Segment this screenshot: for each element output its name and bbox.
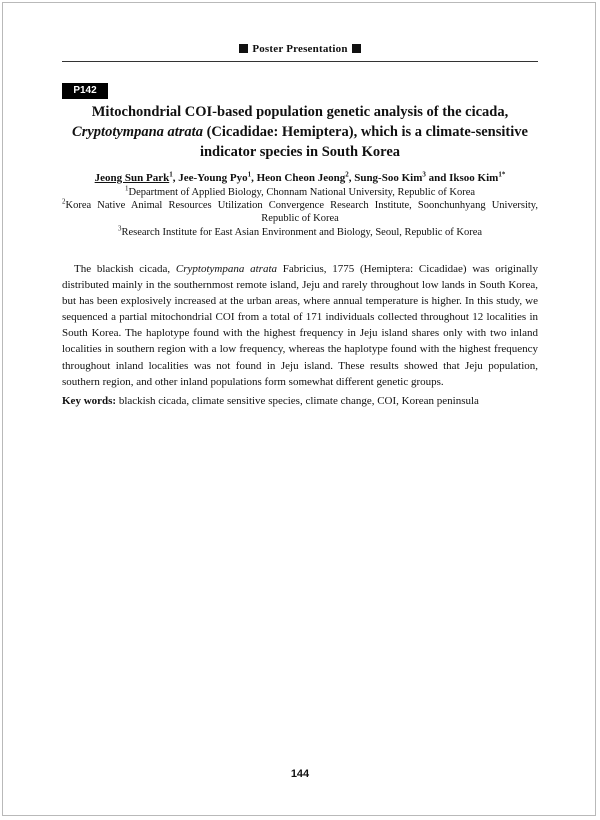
author-name: Iksoo Kim (449, 172, 499, 184)
keywords-text: blackish cicada, climate sensitive species, climate change, COI, Korean peninsula (118, 395, 479, 407)
page-number: 144 (290, 768, 310, 780)
author-affiliation-mark: 3 (422, 170, 426, 179)
title-part-2: (Cicadidae: Hemiptera), which is a climate-sensitive indicator species in South Korea (199, 124, 528, 160)
affiliation-1 (62, 186, 538, 199)
author-separator: , (348, 172, 355, 184)
abstract-species: Cryptotympana atrata (175, 263, 278, 275)
abstract-body: Fabricius, 1775 (Hemiptera: Cicadidae) was originally distributed mainly in the southernmost remote island, Jeju and rarely throughout low lands in South Korea, but has been explosively increased at the urban areas, where annual temperature is higher. In this study, we sequenced a partial mitochondrial COI from a total of 171 individuals collected throughout 12 localities in South Korea. The haplotype found with the highest frequency in Jeju island shares only with two inland localities in southern region with a low frequency, whereas the haplotype found with the highest frequency throughout inland localities was not found in Jeju island. These results showed that Jeju population, southern region, and other inland populations form somewhat different genetic groups. (62, 263, 538, 388)
author-affiliation-mark: 1* (498, 170, 506, 179)
header-rule (62, 61, 538, 62)
author-list (62, 171, 538, 185)
abstract-lead: The blackish cicada, (74, 263, 176, 275)
author-separator: , (172, 172, 179, 184)
author-name: Heon Cheon Jeong (256, 172, 346, 184)
affiliation-text: Research Institute for East Asian Environment and Biology, Seoul, Republic of Korea (121, 227, 483, 238)
paper-title (62, 102, 538, 162)
affiliation-mark: 1 (124, 184, 129, 193)
author-separator: , (251, 172, 257, 184)
title-part-1: Mitochondrial COI-based population genetic analysis of the cicada, (91, 104, 509, 120)
title-species: Cryptotympana atrata (72, 124, 203, 140)
author-name: Jee-Young Pyo (178, 172, 248, 184)
affiliation-3 (62, 226, 538, 239)
author-affiliation-mark: 1 (169, 170, 173, 179)
black-square-icon (352, 44, 361, 53)
black-square-icon (239, 44, 248, 53)
affiliation-2 (62, 199, 538, 225)
abstract-paragraph (62, 261, 538, 390)
keywords-label: Key words: (62, 395, 117, 407)
author-separator: and (425, 172, 450, 184)
author-affiliation-mark: 1 (247, 170, 252, 179)
affiliation-mark: 2 (62, 197, 66, 206)
affiliation-text: Korea Native Animal Resources Utilization Convergence Research Institute, Soonchunhyang University, Republic of Korea (65, 200, 538, 224)
affiliation-mark: 3 (117, 224, 122, 233)
poster-id-badge: P142 (62, 83, 108, 99)
author-affiliation-mark: 2 (345, 170, 349, 179)
author-name: Sung-Soo Kim (354, 172, 423, 184)
author-name: Jeong Sun Park (94, 172, 170, 184)
section-header (62, 43, 538, 55)
keywords (62, 394, 538, 408)
affiliation-text: Department of Applied Biology, Chonnam National University, Republic of Korea (128, 187, 476, 198)
section-header-label: Poster Presentation (252, 43, 348, 55)
